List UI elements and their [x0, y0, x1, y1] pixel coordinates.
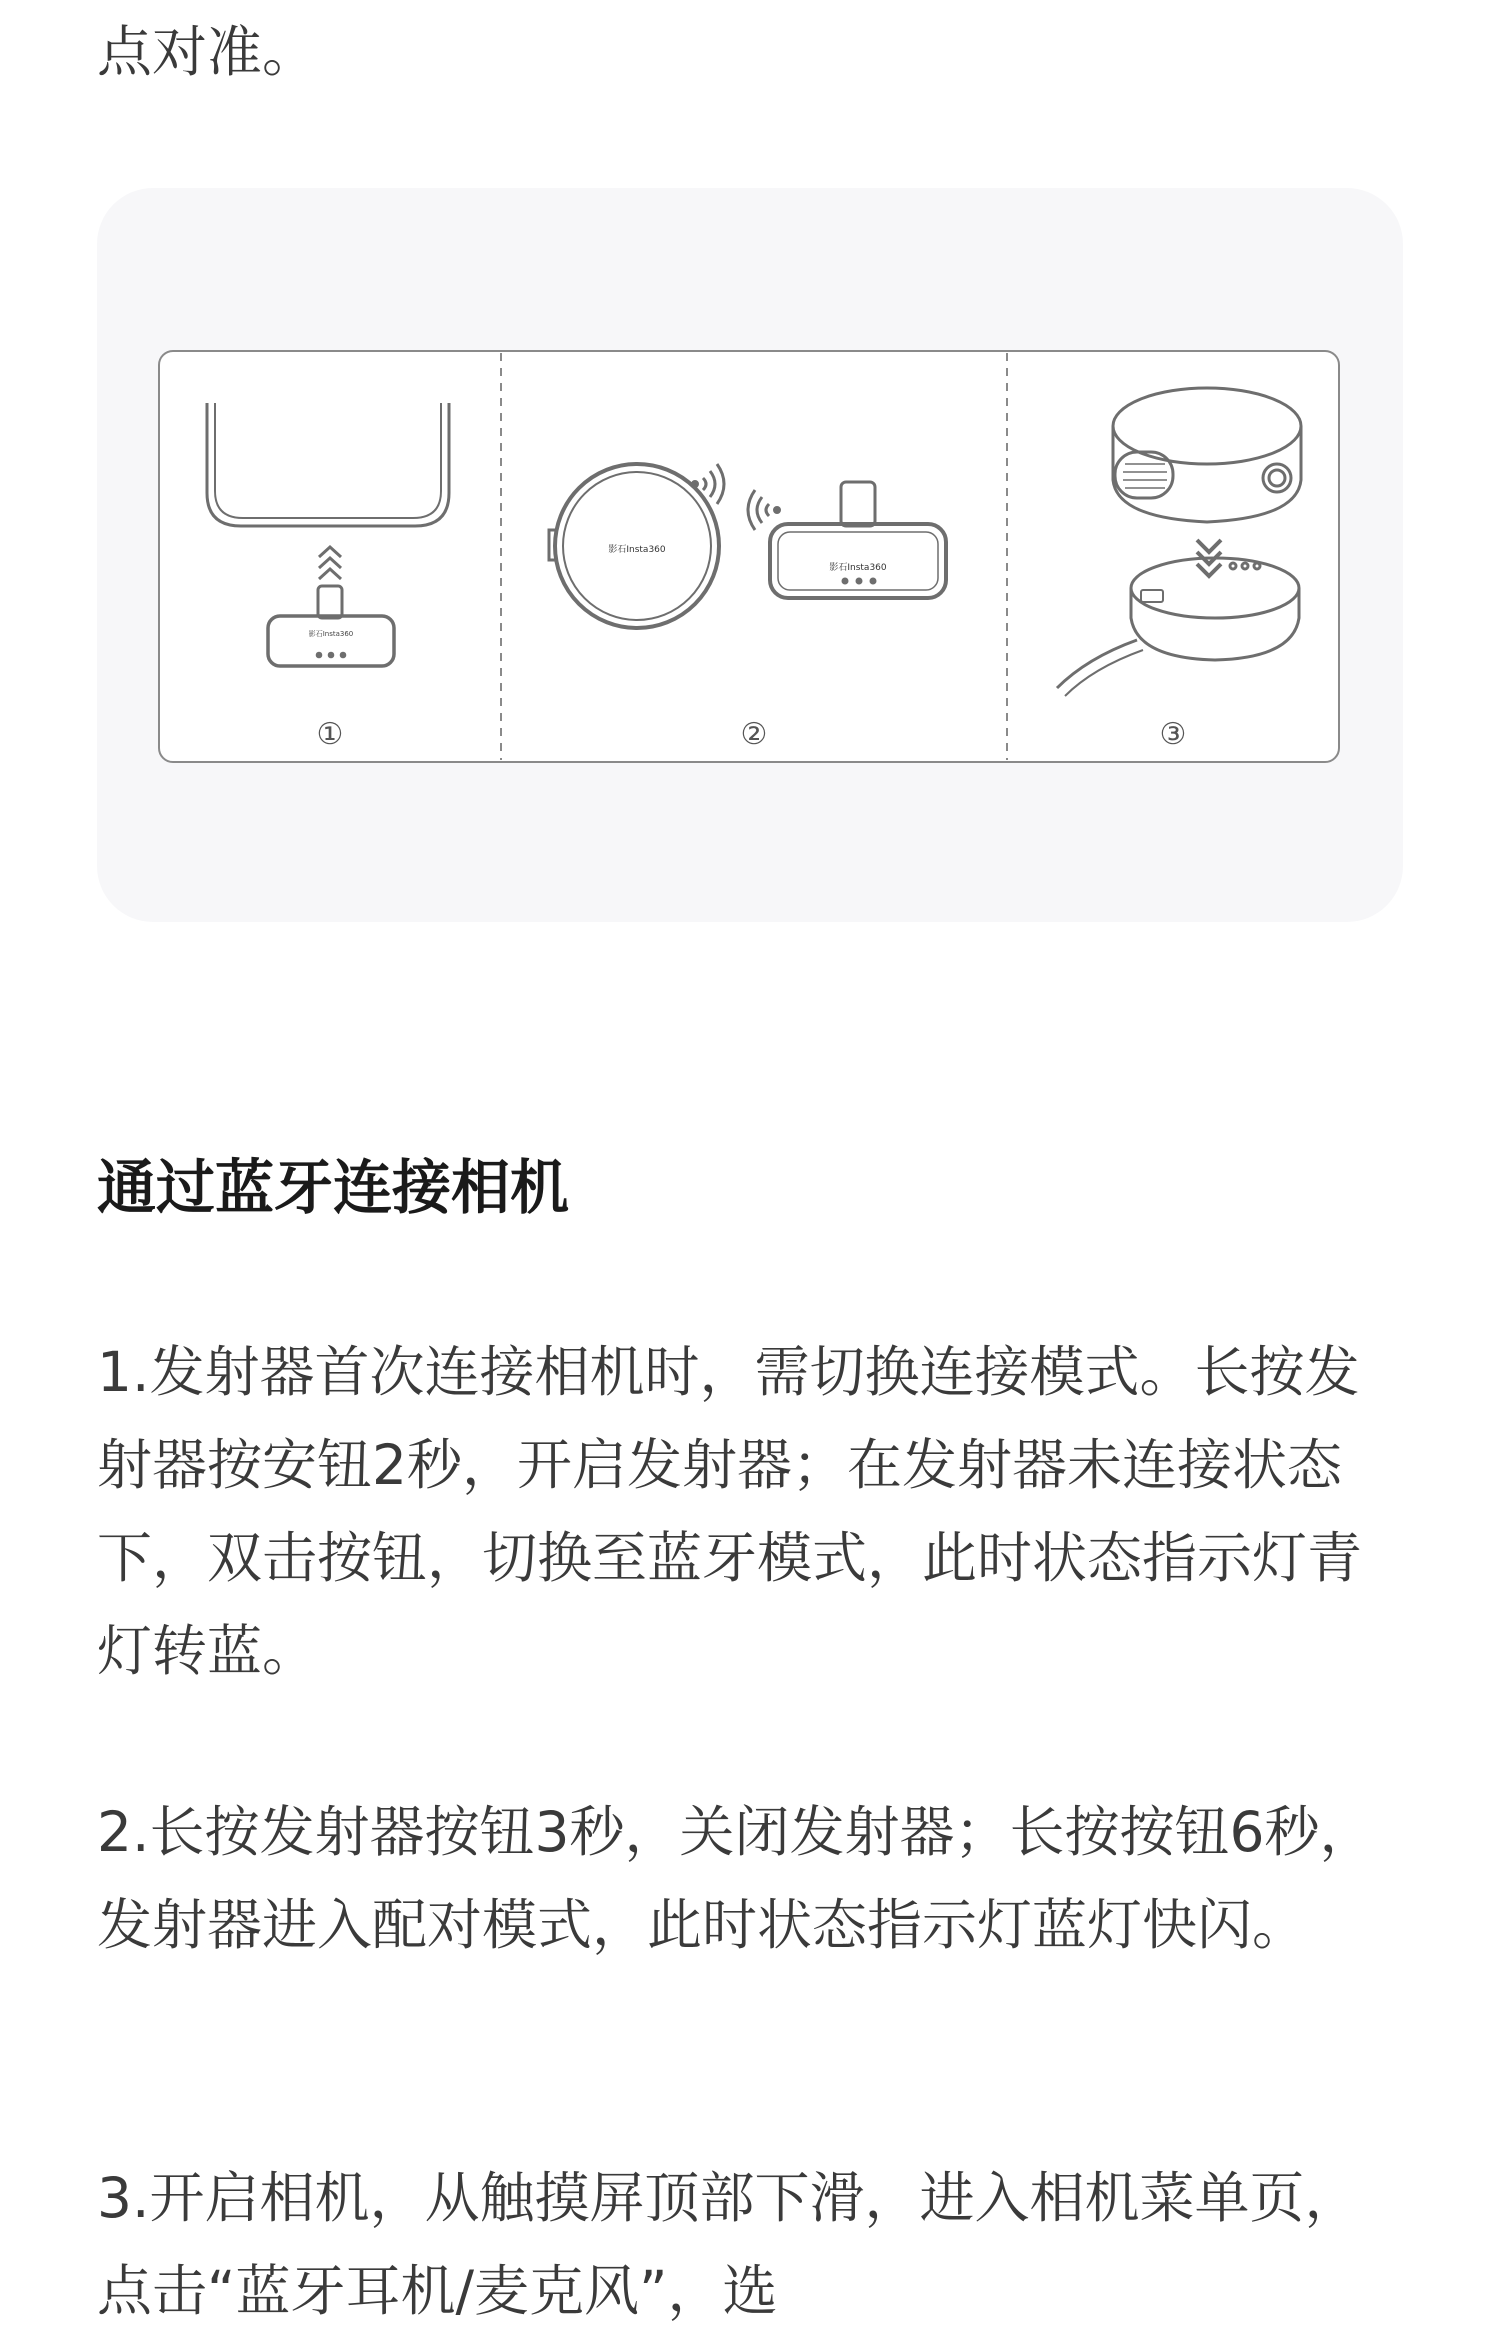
- transmitter-brand: 影石Insta360: [608, 545, 666, 555]
- instruction-step-3: 3.开启相机，从触摸屏顶部下滑，进入相机菜单页，点击“蓝牙耳机/麦克风”，选: [97, 2166, 1360, 2323]
- illustration-card: [97, 188, 1403, 922]
- panel-number-2: ②: [740, 717, 768, 752]
- instruction-step-2: 2.长按发射器按钮3秒，关闭发射器；长按按钮6秒，发射器进入配对模式，此时状态指示灯蓝灯快闪。: [97, 1800, 1375, 1957]
- panel-number-1: ①: [316, 717, 344, 752]
- panel-number-3: ③: [1159, 717, 1187, 752]
- intro-text-tail: 点对准。: [97, 20, 318, 84]
- receiver-brand-2: 影石Insta360: [829, 563, 887, 573]
- illustration-frame: [159, 351, 1339, 762]
- section-heading: 通过蓝牙连接相机: [97, 1153, 570, 1222]
- pairing-illustration: [97, 188, 1403, 922]
- instruction-step-1: 1.发射器首次连接相机时，需切换连接模式。长按发射器按安钮2秒，开启发射器；在发射器未连接状态下，双击按钮，切换至蓝牙模式，此时状态指示灯青灯转蓝。: [97, 1340, 1363, 1683]
- receiver-brand-1: 影石Insta360: [308, 630, 354, 638]
